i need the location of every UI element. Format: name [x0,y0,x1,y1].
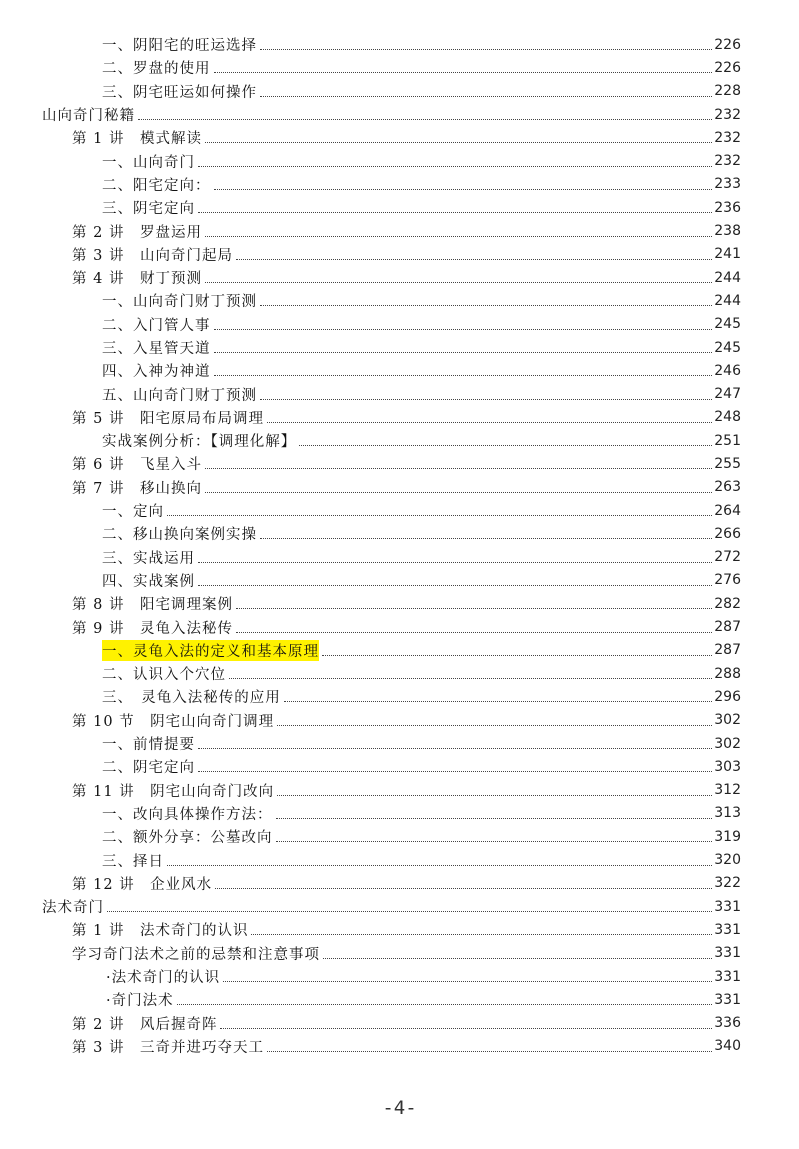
toc-entry[interactable] [0,988,799,1011]
dot-leader [267,422,712,423]
toc-entry-title: ·奇门法术 [106,993,174,1010]
toc-entry-page: 322 [714,875,741,892]
toc-entry-page: 236 [714,199,741,216]
toc-entry[interactable] [0,173,799,196]
toc-entry-page: 331 [714,991,741,1008]
toc-entry-page: 244 [714,292,741,309]
toc-entry[interactable] [0,359,799,382]
toc-entry-page: 244 [714,269,741,286]
dot-leader [214,189,713,190]
toc-entry-page: 331 [714,898,741,915]
toc-entry-title: 四、实战案例 [102,573,195,590]
toc-entry[interactable] [0,848,799,871]
table-of-contents [0,33,799,1058]
toc-entry-title: 第 4 讲 财丁预测 [72,271,202,288]
dot-leader [284,701,713,702]
dot-leader [167,515,712,516]
toc-entry[interactable] [0,569,799,592]
toc-entry-title: 法术奇门 [42,900,104,917]
toc-entry-title: 第 1 讲 法术奇门的认识 [72,923,249,940]
dot-leader [277,795,712,796]
toc-entry-page: 238 [714,223,741,240]
toc-entry-title: 二、额外分享：公墓改向 [102,830,273,847]
toc-entry-title: 二、阳宅定向： [102,177,211,194]
toc-entry-title-highlighted: 一、灵龟入法的定义和基本原理 [102,640,319,661]
dot-leader [205,142,712,143]
dot-leader [277,725,712,726]
dot-leader [198,166,712,167]
toc-entry-page: 282 [714,595,741,612]
toc-entry-title: 三、阴宅定向 [102,201,195,218]
toc-entry-title: 第 5 讲 阳宅原局布局调理 [72,410,264,427]
toc-entry-title: 三、择日 [102,853,164,870]
dot-leader [138,119,712,120]
toc-entry-title: 第 8 讲 阳宅调理案例 [72,597,233,614]
dot-leader [229,678,712,679]
toc-entry-title: 第 10 节 阴宅山向奇门调理 [72,713,275,730]
toc-entry[interactable] [0,313,799,336]
toc-entry[interactable] [0,662,799,685]
toc-entry-page: 319 [714,828,741,845]
page-number: -4- [382,1097,417,1119]
toc-entry-page: 245 [714,316,741,333]
toc-entry[interactable] [0,779,799,802]
toc-entry-title: 学习奇门法术之前的忌禁和注意事项 [72,946,320,963]
toc-entry-title: 三、入星管天道 [102,341,211,357]
toc-entry[interactable] [0,895,799,918]
toc-entry-title: 第 2 讲 风后握奇阵 [72,1016,218,1033]
dot-leader [223,981,712,982]
toc-entry[interactable] [0,709,799,732]
toc-entry-page: 336 [714,1015,741,1032]
toc-entry-page: 302 [714,712,741,729]
toc-entry-page: 226 [714,59,741,76]
toc-entry[interactable] [0,965,799,988]
toc-entry[interactable] [0,80,799,103]
toc-entry[interactable] [0,382,799,405]
toc-entry-page: 247 [714,386,741,403]
toc-entry-title: 三、阴宅旺运如何操作 [102,84,257,101]
dot-leader [214,329,713,330]
dot-leader [323,958,712,959]
toc-entry[interactable] [0,592,799,615]
dot-leader [267,1051,712,1052]
toc-entry-page: 331 [714,945,741,962]
toc-entry[interactable] [0,1035,799,1058]
toc-entry[interactable] [0,219,799,242]
toc-entry-title: 一、山向奇门财丁预测 [102,294,257,311]
dot-leader [220,1028,712,1029]
dot-leader [107,911,712,912]
toc-entry-page: 233 [714,176,741,193]
toc-entry[interactable] [0,289,799,312]
toc-entry[interactable] [0,825,799,848]
toc-entry[interactable] [0,1011,799,1034]
toc-entry[interactable] [0,126,799,149]
dot-leader [198,748,712,749]
toc-entry-title: ·法术奇门的认识 [106,970,221,987]
toc-entry-title: 一、阴阳宅的旺运选择 [102,38,257,55]
dot-leader [205,468,712,469]
dot-leader [198,212,712,213]
dot-leader [322,655,712,656]
toc-entry-title: 一、山向奇门 [102,154,195,171]
toc-entry-title: 山向奇门秘籍 [42,108,135,125]
toc-entry-page: 263 [714,479,741,496]
dot-leader [236,632,712,633]
dot-leader [205,236,712,237]
toc-entry-page: 232 [714,106,741,123]
dot-leader [214,72,713,73]
dot-leader [260,49,712,50]
dot-leader [214,352,713,353]
toc-entry[interactable] [0,872,799,895]
toc-entry-page: 331 [714,968,741,985]
toc-entry-page: 232 [714,153,741,170]
toc-entry[interactable] [0,732,799,755]
toc-entry-title: 二、入门管人事 [102,317,211,334]
dot-leader [236,608,712,609]
toc-entry-page: 288 [714,665,741,682]
dot-leader [198,562,712,563]
toc-entry[interactable] [0,546,799,569]
toc-entry-page: 302 [714,735,741,752]
toc-entry-title: 第 7 讲 移山换向 [72,480,202,497]
toc-entry[interactable] [0,243,799,266]
dot-leader [215,888,712,889]
toc-entry-title: 一、改向具体操作方法： [102,806,273,823]
dot-leader [276,818,713,819]
toc-entry[interactable] [0,755,799,778]
toc-entry-page: 287 [714,642,741,659]
toc-entry-page: 313 [714,805,741,822]
toc-entry[interactable] [0,103,799,126]
dot-leader [167,865,712,866]
toc-entry-title: 三、 灵龟入法秘传的应用 [102,690,281,707]
toc-entry-title: 第 9 讲 灵龟入法秘传 [72,620,233,637]
toc-entry[interactable] [0,639,799,662]
dot-leader [276,841,713,842]
toc-entry-title: 第 6 讲 飞星入斗 [72,457,202,474]
toc-entry-title: 二、认识入个穴位 [102,667,226,684]
toc-entry[interactable] [0,56,799,79]
toc-entry-title: 实战案例分析：【调理化解】 [102,434,297,451]
toc-entry[interactable] [0,476,799,499]
dot-leader [177,1004,713,1005]
toc-entry[interactable] [0,406,799,429]
dot-leader [236,259,712,260]
toc-entry-page: 266 [714,525,741,542]
dot-leader [214,375,713,376]
toc-entry-title: 第 1 讲 模式解读 [72,131,202,148]
toc-entry-title: 一、定向 [102,504,164,521]
toc-entry[interactable] [0,615,799,638]
toc-entry[interactable] [0,802,799,825]
dot-leader [205,282,712,283]
toc-entry-page: 331 [714,921,741,938]
dot-leader [205,492,712,493]
dot-leader [260,538,712,539]
toc-entry[interactable] [0,196,799,219]
toc-entry-title: 三、实战运用 [102,550,195,567]
toc-entry-page: 246 [714,362,741,379]
toc-entry-page: 241 [714,246,741,263]
toc-entry-title: 第 3 讲 三奇并进巧夺天工 [72,1039,264,1056]
toc-entry-title: 二、罗盘的使用 [102,61,211,78]
toc-entry[interactable] [0,942,799,965]
toc-entry-title: 二、移山换向案例实操 [102,527,257,544]
toc-entry-page: 287 [714,619,741,636]
toc-entry-page: 255 [714,455,741,472]
dot-leader [260,305,712,306]
toc-entry-page: 320 [714,852,741,869]
toc-entry-title: 第 11 讲 阴宅山向奇门改向 [72,783,275,800]
toc-entry-title: 第 12 讲 企业风水 [72,876,213,893]
toc-entry[interactable] [0,918,799,941]
dot-leader [198,771,712,772]
toc-entry-title: 第 2 讲 罗盘运用 [72,224,202,241]
toc-entry-page: 232 [714,129,741,146]
toc-entry-page: 340 [714,1038,741,1055]
toc-entry[interactable] [0,685,799,708]
toc-entry[interactable] [0,429,799,452]
toc-entry-page: 264 [714,502,741,519]
toc-entry[interactable] [0,266,799,289]
dot-leader [260,399,712,400]
toc-entry-page: 245 [714,339,741,356]
dot-leader [198,585,712,586]
toc-entry-title: 第 3 讲 山向奇门起局 [72,247,233,264]
toc-entry-page: 276 [714,572,741,589]
toc-entry[interactable] [0,336,799,359]
toc-entry[interactable] [0,149,799,172]
toc-entry-title: 二、阴宅定向 [102,760,195,777]
toc-entry-title: 一、前情提要 [102,737,195,754]
toc-entry-page: 228 [714,83,741,100]
toc-entry-page: 303 [714,758,741,775]
toc-entry-page: 226 [714,36,741,53]
toc-entry-page: 272 [714,549,741,566]
dot-leader [251,934,712,935]
toc-entry[interactable] [0,522,799,545]
dot-leader [260,96,712,97]
toc-entry-title: 四、入神为神道 [102,364,211,381]
toc-entry-title: 五、山向奇门财丁预测 [102,387,257,404]
toc-entry-page: 296 [714,688,741,705]
toc-entry[interactable] [0,499,799,522]
toc-entry[interactable] [0,452,799,475]
toc-entry-page: 248 [714,409,741,426]
toc-entry[interactable] [0,33,799,56]
toc-entry-page: 312 [714,782,741,799]
dot-leader [299,445,712,446]
toc-entry-page: 251 [714,432,741,449]
